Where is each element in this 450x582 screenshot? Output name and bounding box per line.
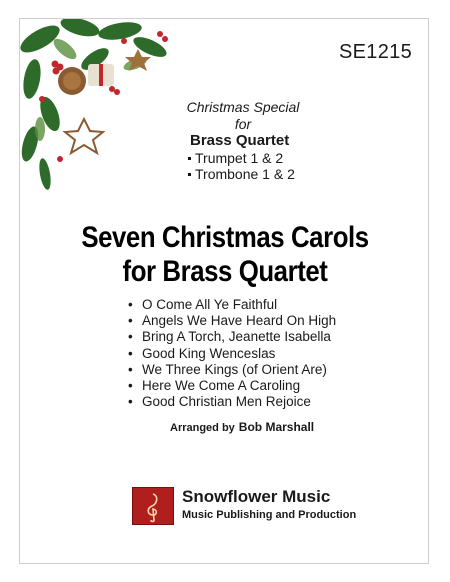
carol-item: • Here We Come A Caroling [128, 378, 301, 394]
main-title-line1: Seven Christmas Carols [81, 221, 369, 254]
subtitle-line2: for [234, 116, 252, 132]
subtitle [183, 99, 303, 132]
subtitle-line1: Christmas Special [186, 99, 300, 115]
publisher-logo [132, 487, 174, 525]
cover-page [19, 18, 429, 564]
carol-item: • Bring A Torch, Jeanette Isabella [128, 329, 331, 345]
holly-decoration [20, 19, 190, 209]
arranger-credit [170, 420, 314, 434]
carol-item: • Good King Wenceslas [128, 345, 276, 361]
publisher-name: Snowflower Music [182, 487, 331, 506]
carol-item: • Angels We Have Heard On High [128, 313, 337, 329]
part-item: Trumpet 1 & 2 [188, 150, 295, 166]
parts-list [188, 150, 295, 182]
arranger-label: Arranged by [170, 422, 235, 434]
carol-item: • We Three Kings (of Orient Are) [128, 361, 327, 377]
main-title-line2: for Brass Quartet [122, 255, 328, 288]
carol-item: • Good Christian Men Rejoice [128, 394, 311, 410]
arranger-name: Bob Marshall [238, 420, 315, 434]
bullet-icon [188, 157, 191, 160]
bullet-icon [188, 173, 191, 176]
part-item: Trombone 1 & 2 [188, 166, 295, 182]
carol-item: • O Come All Ye Faithful [128, 297, 278, 312]
carol-list [128, 297, 336, 410]
treble-clef-icon [133, 488, 173, 524]
catalog-code: SE1215 [339, 41, 412, 63]
ensemble: Brass Quartet [190, 132, 290, 149]
publisher-tagline: Music Publishing and Production [182, 509, 357, 521]
